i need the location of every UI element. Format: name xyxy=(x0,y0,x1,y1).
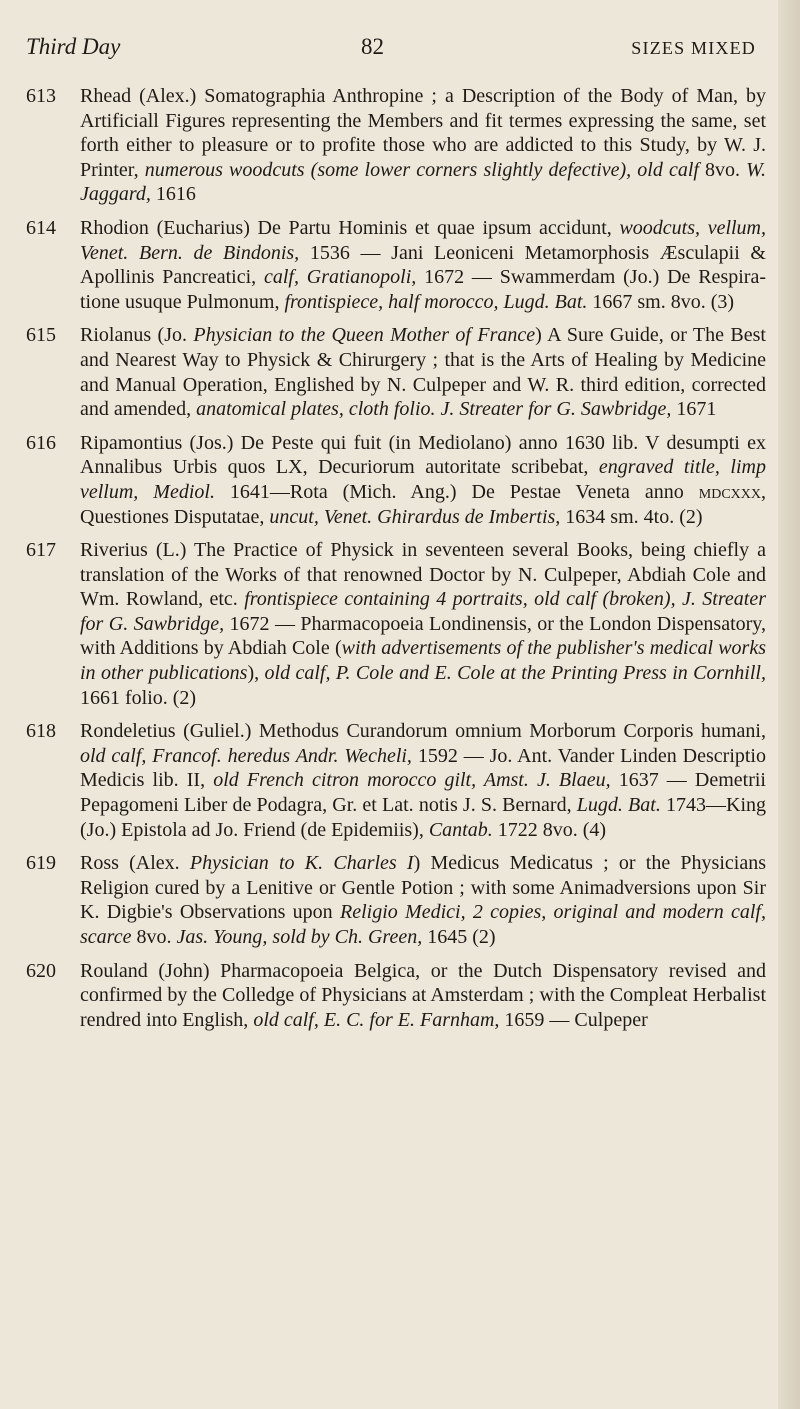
lot-text: calf, Gratianopoli, xyxy=(263,266,417,289)
lot-text: 1536 — Jani Leoniceni Metamorphosis Æsculapii & Apollinis Pancreatici, xyxy=(80,241,766,289)
lot-number: 620 xyxy=(26,959,56,982)
lot-text: 1671 xyxy=(671,398,717,421)
lot-text: 1616 xyxy=(150,183,196,206)
lot-text: Ripamontius (Jos.) De Peste qui fuit (in Mediolano) anno 1630 lib. V desumpti ex Annalibus Urbis quos LX, Decuriorum autoritate scribebat, xyxy=(80,431,766,479)
lot-list xyxy=(26,84,766,1041)
lot-text: Religio Medici, 2 copies, original and modern calf, scarce xyxy=(80,901,766,948)
lot-text: Rhodion (Eucharius) De Partu Hominis et quae ipsum accidunt, xyxy=(80,216,620,239)
lot-text: W. Jaggard, xyxy=(80,158,766,206)
lot-number: 614 xyxy=(26,216,56,239)
lot-text: frontispiece containing 4 portraits, old calf (broken), J. Streater for G. Sawbridge, xyxy=(80,588,766,635)
lot-number: 619 xyxy=(26,852,56,875)
lot-text: frontispiece, half morocco, Lugd. Bat. xyxy=(284,290,588,313)
lot-text: Riverius (L.) The Practice of Physick in seventeen several Books, being chiefly a translation of the Works of that renowned Doctor by N. Culpeper, Abdiah Cole and Wm. Rowland, etc. xyxy=(80,539,766,611)
lot-text: ) Medicus Medicatus ; or the Physicians Religion cured by a Lenitive or Gentle Potion ; with some Animadversions upon Sir K. Digbie's Observations upon xyxy=(80,852,766,924)
lot-text: 1722 8vo. (4) xyxy=(492,818,607,841)
lot-entry xyxy=(26,719,766,842)
header-section: SIZES MIXED xyxy=(631,38,756,58)
lot-text: 1634 sm. 4to. (2) xyxy=(560,505,703,528)
lot-number: 618 xyxy=(26,720,56,743)
lot-text: anatomical plates, cloth folio. J. Streater for G. Sawbridge, xyxy=(196,398,672,421)
lot-text: ), xyxy=(247,662,265,685)
lot-text: 1661 folio. (2) xyxy=(80,686,197,709)
lot-text: old French citron morocco gilt, Amst. J. Blaeu, xyxy=(213,769,611,792)
lot-number: 616 xyxy=(26,431,56,454)
lot-text: 1637 — Demetrii Pepagomeni Liber de Podagra, Gr. et Lat. notis J. S. Bernard, xyxy=(80,769,766,817)
lot-number: 617 xyxy=(26,539,56,562)
lot-entry xyxy=(26,851,766,949)
lot-text: 1592 — Jo. Ant. Vander Linden Descriptio Medicis lib. II, xyxy=(80,744,766,792)
lot-text: Lugd. Bat. xyxy=(576,794,661,817)
lot-text: uncut, Venet. Ghirardus de Imbertis, xyxy=(269,505,561,528)
lot-text: Riolanus (Jo. xyxy=(80,324,194,347)
lot-text: 1659 — Culpeper xyxy=(499,1008,648,1031)
running-header xyxy=(26,34,756,70)
lot-entry xyxy=(26,959,766,1033)
lot-text: numerous woodcuts (some lower corners slightly defective), old calf xyxy=(144,158,699,181)
lot-text: Questiones Disputatae, xyxy=(80,505,270,528)
page-edge-shadow xyxy=(778,0,800,1409)
header-day: Third Day xyxy=(26,34,121,59)
lot-text: Ross (Alex. xyxy=(80,852,190,875)
lot-number: 613 xyxy=(26,85,56,107)
lot-text: 8vo. xyxy=(131,926,177,948)
lot-entry xyxy=(26,431,766,529)
lot-text: 1667 sm. 8vo. (3) xyxy=(587,290,735,313)
lot-text: 1645 (2) xyxy=(422,926,496,948)
lot-text: Physician to the Queen Mother of France xyxy=(193,324,536,347)
lot-text: old calf, Francof. heredus Andr. Wecheli, xyxy=(80,744,412,767)
lot-text: 1672 — Swammerdam (Jo.) De Respiratione usuque Pulmonum, xyxy=(80,266,766,313)
lot-text: ) A Sure Guide, or The Best and Nearest Way to Physick & Chirurgery ; that is the Arts of Healing by Medicine and Manual Operation, Englished by N. Culpeper and W. R. third edition, corrected and amended, xyxy=(80,324,766,421)
lot-text: old calf, E. C. for E. Farnham, xyxy=(253,1008,500,1031)
lot-text: 8vo. xyxy=(698,158,747,181)
lot-text: 1672 — Pharmacopoeia Londinensis, or the London Dispensatory, with Additions by Abdiah Cole ( xyxy=(80,612,766,660)
lot-text: Cantab. xyxy=(428,818,493,841)
lot-entry xyxy=(26,323,766,421)
lot-text: Rhead (Alex.) Somatographia Anthropine ; a Description of the Body of Man, by Artificiall Figures representing the Members and fit termes expressing the same, set forth either to pleasure or to profite those who are addicted to this Study, by W. J. Printer, xyxy=(80,85,766,181)
lot-text: old calf, P. Cole and E. Cole at the Printing Press in Cornhill, xyxy=(264,662,766,685)
lot-entry xyxy=(26,84,766,207)
lot-entry xyxy=(26,538,766,710)
lot-entry xyxy=(26,216,766,314)
lot-text: woodcuts, vellum, Venet. Bern. de Bindonis, xyxy=(80,216,767,264)
lot-text: 1743—King (Jo.) Epistola ad Jo. Friend (de Epidemiis), xyxy=(80,794,766,841)
lot-text: mdcxxx, xyxy=(698,480,767,503)
lot-text: with advertisements of the publisher's medical works in other publications xyxy=(80,637,766,685)
lot-number: 615 xyxy=(26,324,56,347)
page-number: 82 xyxy=(361,34,384,59)
lot-text: Physician to K. Charles I xyxy=(189,852,414,875)
lot-text: 1641—Rota (Mich. Ang.) De Pestae Veneta anno xyxy=(214,480,699,503)
lot-text: Jas. Young, sold by Ch. Green, xyxy=(176,926,423,948)
lot-text: Rondeletius (Guliel.) Methodus Curandorum omnium Morborum Corporis humani, xyxy=(80,720,766,743)
lot-text: Rouland (John) Pharmacopoeia Belgica, or the Dutch Dispensatory revised and confirmed by the Colledge of Physicians at Amsterdam ; with the Compleat Herbalist rendred into English, xyxy=(80,959,766,1031)
lot-text: engraved title, limp vellum, Mediol. xyxy=(80,456,766,503)
